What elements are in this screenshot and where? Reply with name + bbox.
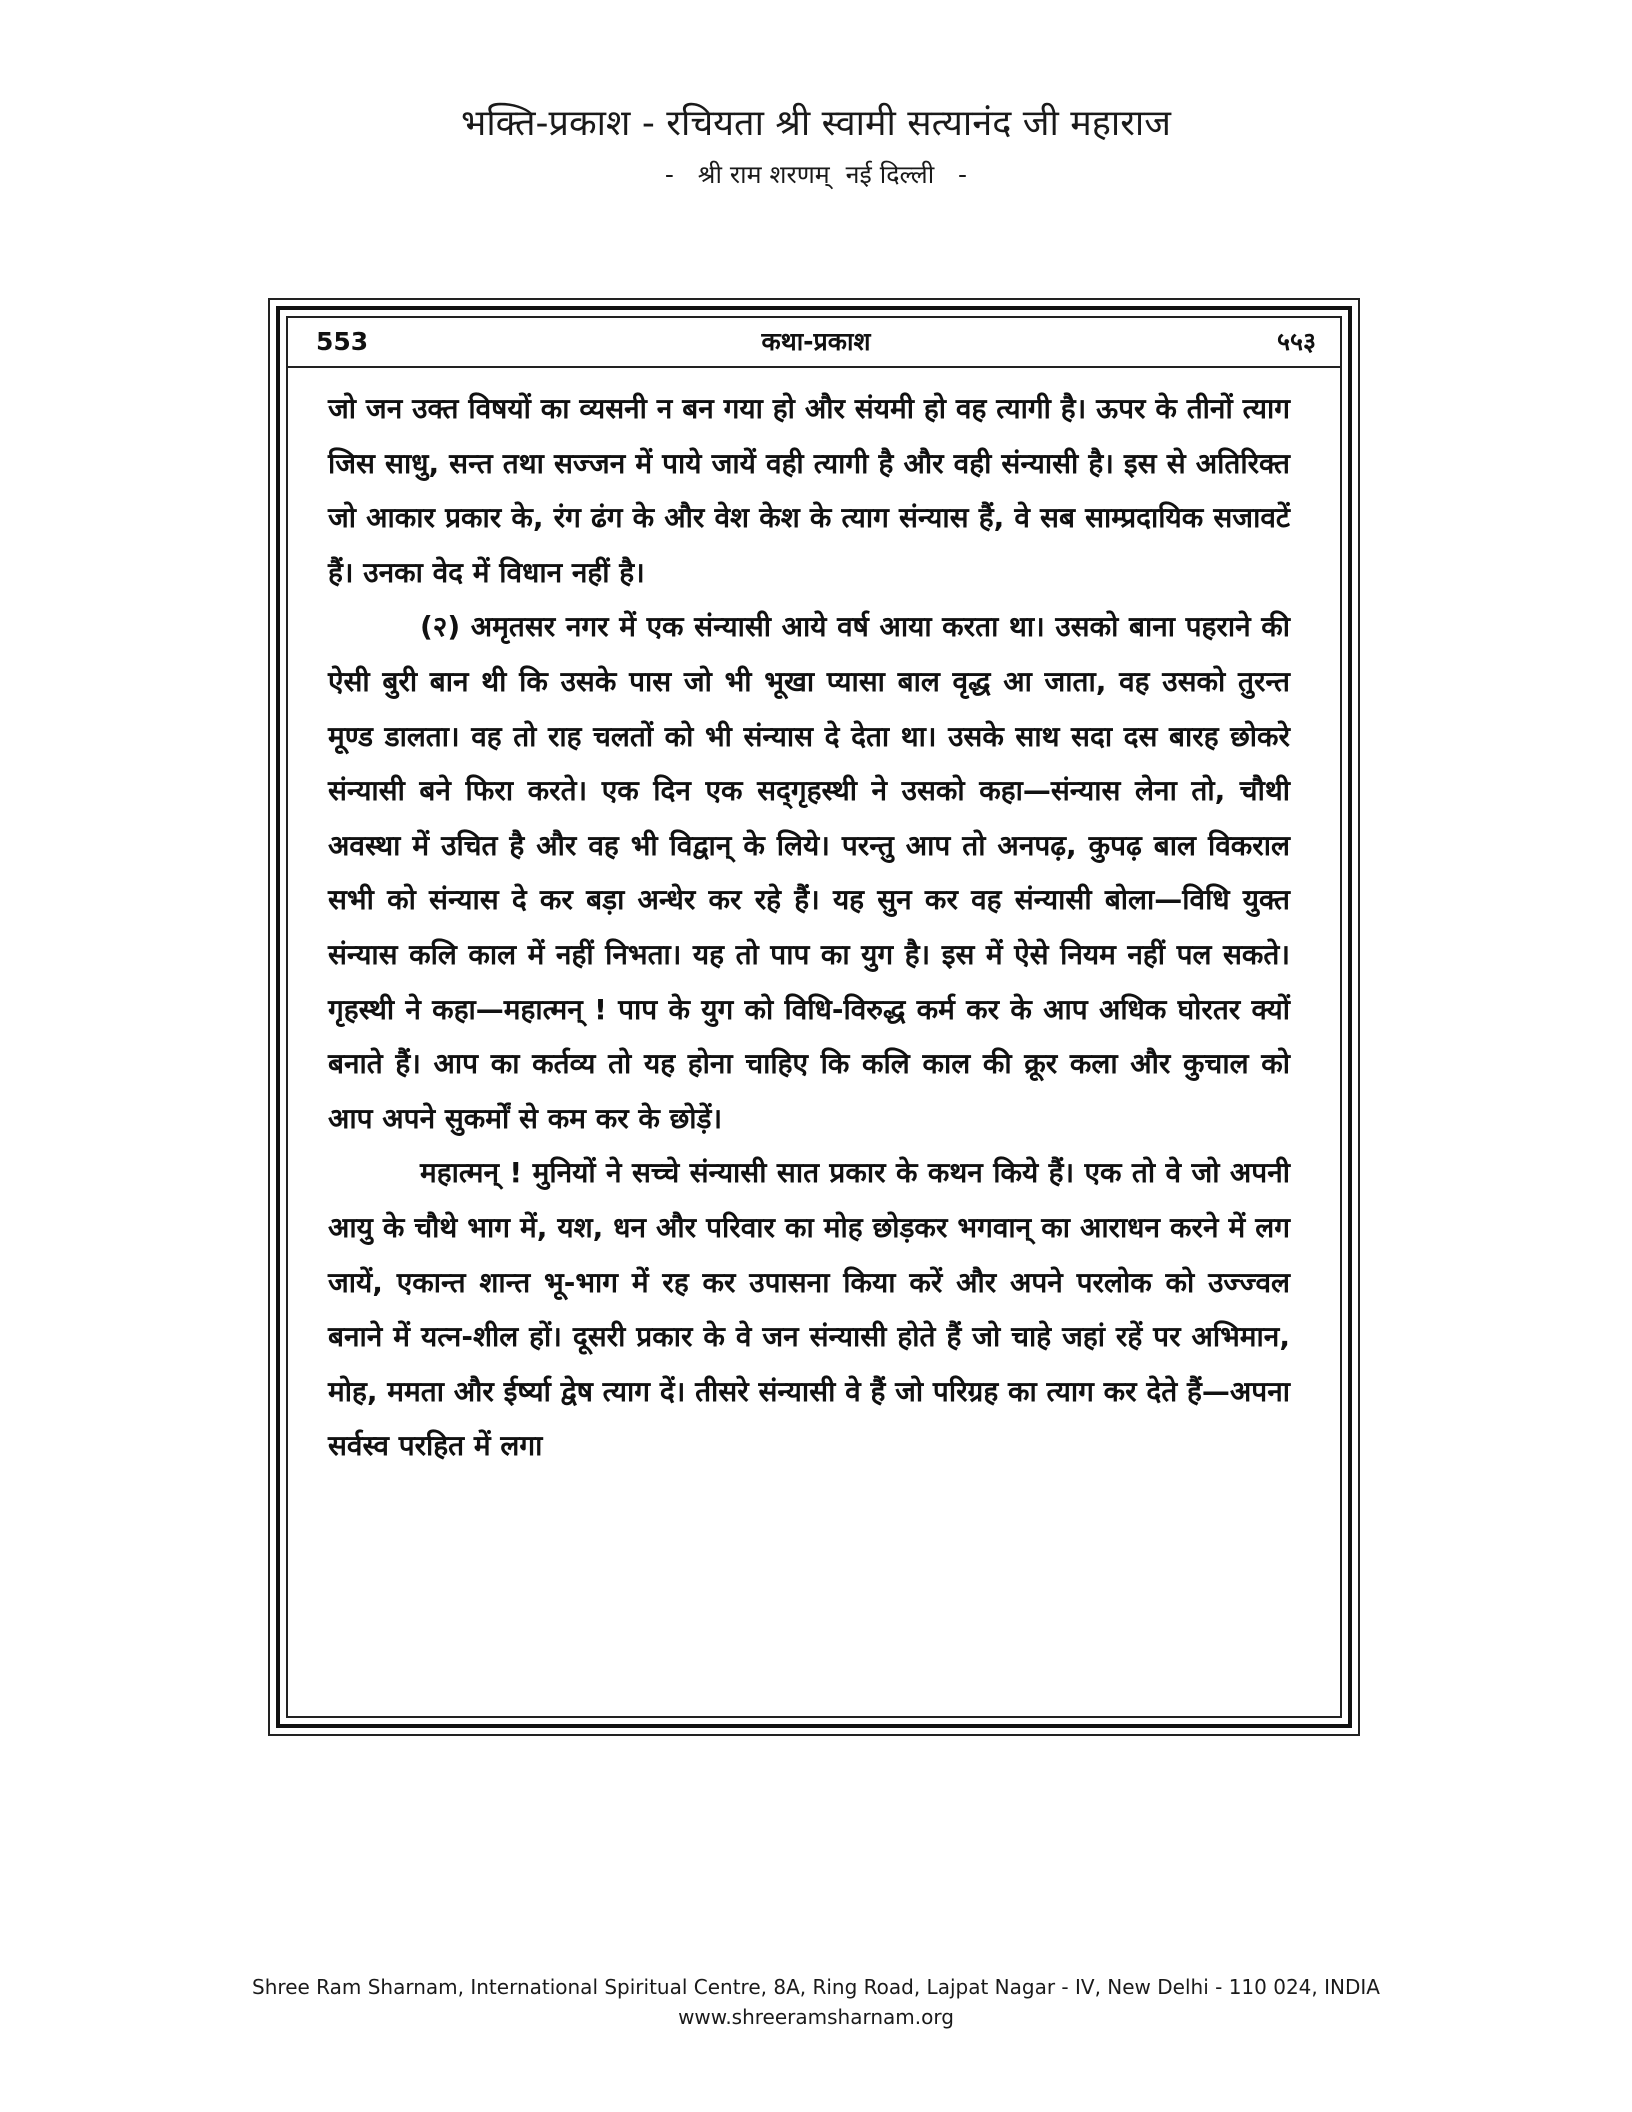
body-text: [328, 382, 1290, 1474]
page-header: [0, 100, 1632, 192]
footer-website: www.shreeramsharnam.org: [678, 2005, 954, 2029]
paragraph-1: जो जन उक्त विषयों का व्यसनी न बन गया हो और संयमी हो वह त्यागी है। ऊपर के तीनों त्याग जिस साधु, सन्त तथा सज्जन में पाये जायें वही त्यागी है और वही संन्यासी है। इस से अतिरिक्त जो आकार प्रकार के, रंग ढंग के और वेश केश के त्याग संन्यास हैं, वे सब साम्प्रदायिक सजावटें हैं। उनका वेद में विधान नहीं है।: [328, 392, 1290, 589]
section-title: कथा-प्रकाश: [761, 327, 871, 356]
running-head: [312, 322, 1320, 362]
paragraph-2: (२) अमृतसर नगर में एक संन्यासी आये वर्ष आया करता था। उसको बाना पहराने की ऐसी बुरी बान थी कि उसके पास जो भी भूखा प्यासा बाल वृद्ध आ जाता, वह उसको तुरन्त मूण्ड डालता। वह तो राह चलतों को भी संन्यास दे देता था। उसके साथ सदा दस बारह छोकरे संन्यासी बने फिरा करते। एक दिन एक सद्‌गृहस्थी ने उसको कहा—संन्यास लेना तो, चौथी अवस्था में उचित है और वह भी विद्वान् के लिये। परन्तु आप तो अनपढ़, कुपढ़ बाल विकराल सभी को संन्यास दे कर बड़ा अन्धेर कर रहे हैं। यह सुन कर वह संन्यासी बोला—विधि युक्त संन्यास कलि काल में नहीं निभता। यह तो पाप का युग है। इस में ऐसे नियम नहीं पल सकते। गृहस्थी ने कहा—महात्मन् ! पाप के युग को विधि-विरुद्ध कर्म कर के आप अधिक घोरतर क्यों बनाते हैं। आप का कर्तव्य तो यह होना चाहिए कि कलि काल की क्रूर कला और कुचाल को आप अपने सुकर्मों से कम कर के छोड़ें।: [328, 610, 1290, 1135]
page-number-right: ५५३: [1276, 327, 1316, 356]
paragraph-3: महात्मन् ! मुनियों ने सच्चे संन्यासी सात प्रकार के कथन किये हैं। एक तो वे जो अपनी आयु के चौथे भाग में, यश, धन और परिवार का मोह छोड़कर भगवान् का आराधन करने में लग जायें, एकान्त शान्त भू-भाग में रह कर उपासना किया करें और अपने परलोक को उज्ज्वल बनाने में यत्न-शील हों। दूसरी प्रकार के वे जन संन्यासी होते हैं जो चाहे जहां रहें पर अभिमान, मोह, ममता और ईर्ष्या द्वेष त्याग दें। तीसरे संन्यासी वे हैं जो परिग्रह का त्याग कर देते हैं—अपना सर्वस्व परहित में लगा: [328, 1156, 1290, 1463]
page-title: भक्ति-प्रकाश - रचियता श्री स्वामी सत्यानंद जी महाराज: [461, 103, 1171, 144]
page-footer: [0, 1972, 1632, 2032]
running-head-rule: [286, 366, 1342, 368]
page-number-left: 553: [316, 327, 369, 356]
footer-address: Shree Ram Sharnam, International Spiritual Centre, 8A, Ring Road, Lajpat Nagar - IV, New Delhi - 110 024, INDIA: [252, 1975, 1380, 1999]
page-subtitle: - श्री राम शरणम् नई दिल्ली -: [664, 160, 968, 189]
